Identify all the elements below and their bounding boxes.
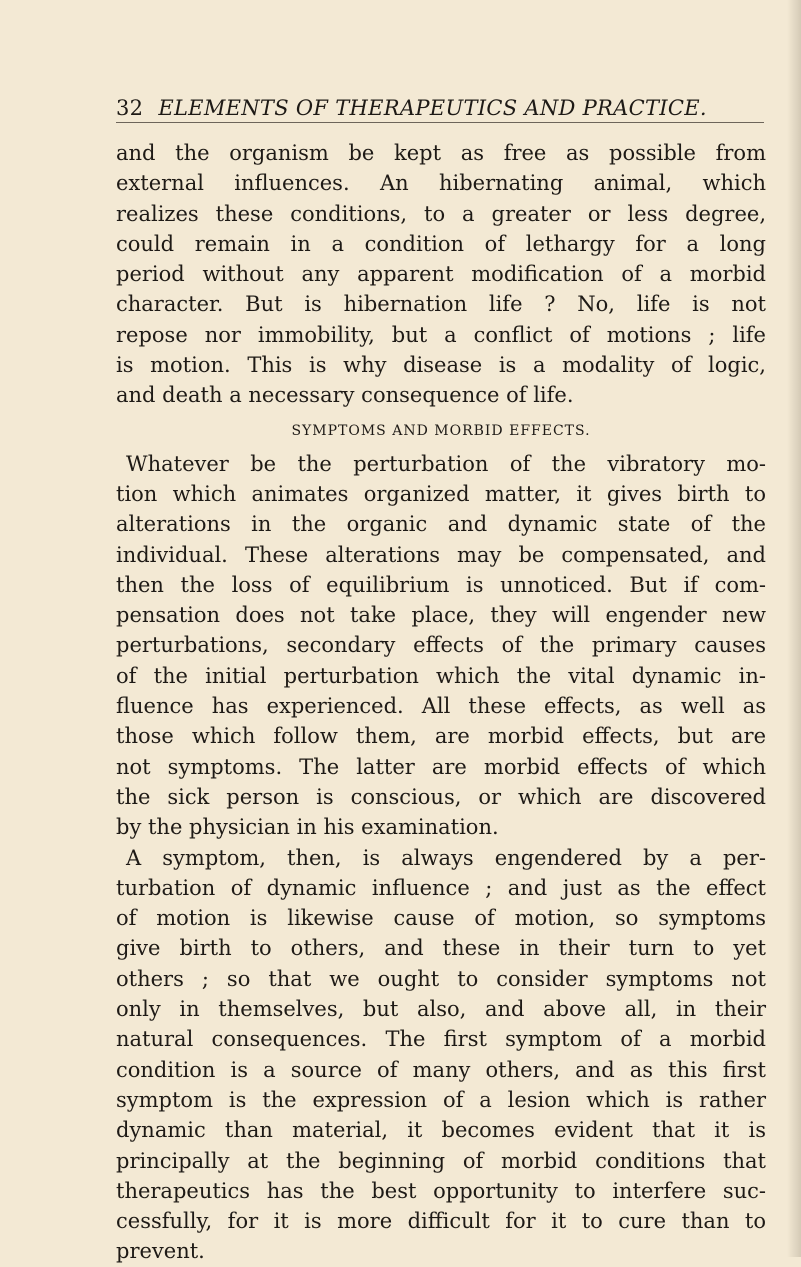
text-line: of the initial perturbation which the vital dynamic in- [116, 663, 766, 688]
text-line: repose nor immobility, but a conflict of motions ; life [116, 322, 766, 347]
text-line: A symptom, then, is always engendered by a per- [126, 845, 766, 870]
header-rule [116, 122, 764, 123]
text-line: external influences. An hibernating animal, which [116, 171, 766, 196]
text-line: perturbations, secondary effects of the primary causes [116, 633, 766, 658]
text-line: realizes these conditions, to a greater or less degree, [116, 201, 766, 226]
text-line: and death a necessary consequence of life. [116, 383, 574, 408]
text-line: prevent. [116, 1239, 205, 1264]
text-line: and the organism be kept as free as possible from [116, 141, 766, 165]
running-head [116, 96, 756, 120]
text-line: therapeutics has the best opportunity to interfere suc- [116, 1178, 766, 1203]
text-line: character. But is hibernation life ? No, life is not [116, 292, 766, 317]
text-line: those which follow them, are morbid effects, but are [116, 724, 766, 749]
text-line: could remain in a condition of lethargy for a long [116, 231, 766, 256]
text-line: only in themselves, but also, and above all, in their [116, 997, 766, 1022]
text-line: symptom is the expression of a lesion which is rather [116, 1087, 766, 1112]
text-line: by the physician in his examination. [116, 815, 499, 840]
text-line: cessfully, for it is more difficult for it to cure than to [116, 1209, 766, 1234]
page-edge-shadow [787, 0, 801, 1257]
text-line: others ; so that we ought to consider symptoms not [116, 966, 766, 991]
page-body [116, 138, 766, 1267]
text-line: condition is a source of many others, and as this first [116, 1057, 766, 1082]
section-heading: SYMPTOMS AND MORBID EFFECTS. [291, 422, 591, 439]
text-line: period without any apparent modification of a morbid [116, 262, 766, 287]
text-line: the sick person is conscious, or which are discovered [116, 784, 766, 809]
text-line: principally at the beginning of morbid conditions that [116, 1148, 766, 1173]
text-line: is motion. This is why disease is a modality of logic, [116, 353, 766, 378]
text-line: individual. These alterations may be compensated, and [116, 542, 766, 567]
paragraph-1 [116, 138, 766, 411]
text-line: alterations in the organic and dynamic state of the [116, 512, 766, 537]
text-line: not symptoms. The latter are morbid effects of which [116, 754, 766, 779]
text-line: turbation of dynamic influence ; and just as the effect [116, 875, 766, 900]
text-line: give birth to others, and these in their turn to yet [116, 936, 766, 961]
text-line: of motion is likewise cause of motion, so symptoms [116, 906, 766, 931]
page-number: 32 [116, 96, 144, 120]
text-line: Whatever be the perturbation of the vibratory mo- [126, 451, 766, 476]
paragraph-2 [116, 449, 766, 843]
text-line: natural consequences. The first symptom of a morbid [116, 1027, 766, 1052]
text-line: pensation does not take place, they will engender new [116, 603, 766, 628]
paragraph-3 [116, 843, 766, 1267]
running-title: ELEMENTS OF THERAPEUTICS AND PRACTICE. [158, 96, 707, 120]
text-line: then the loss of equilibrium is unnoticed. But if com- [116, 572, 766, 597]
text-line: tion which animates organized matter, it gives birth to [116, 481, 766, 506]
text-line: fluence has experienced. All these effects, as well as [116, 694, 766, 719]
text-line: dynamic than material, it becomes evident that it is [116, 1118, 766, 1143]
